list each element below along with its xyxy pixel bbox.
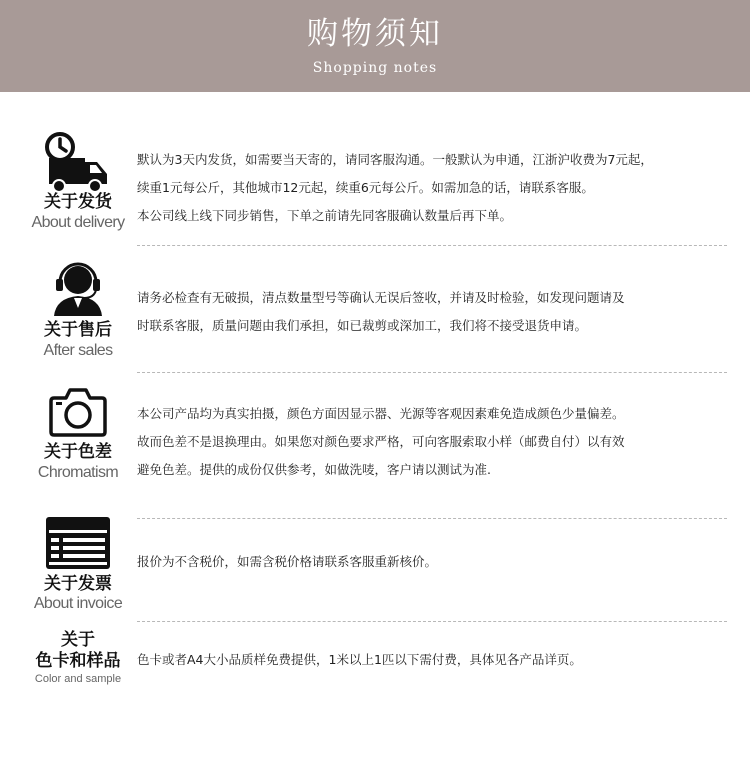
delivery-text-line: 默认为3天内发货，如需要当天寄的，请同客服沟通。一般默认为申通，江浙沪收费为7元起， <box>137 152 653 167</box>
section-color-sample <box>0 628 750 688</box>
color-sample-text <box>137 646 730 674</box>
color-sample-text-line: 色卡或者A4大小品质样免费提供，1米以上1匹以下需付费，具体见各产品详页。 <box>137 652 582 667</box>
invoice-title-en: About invoice <box>33 595 123 612</box>
page-header <box>0 0 750 92</box>
after-sales-text <box>137 284 730 340</box>
after-sales-title-en: After sales <box>43 342 113 359</box>
invoice-title-cn: 关于发票 <box>44 574 112 594</box>
page-title: 购物须知 <box>307 16 443 52</box>
chromatism-text-line: 避免色差。提供的成份仅供参考，如做洗唛，客户请以测试为准. <box>137 462 491 477</box>
color-sample-title-en: Color and sample <box>34 673 122 685</box>
chromatism-title-cn: 关于色差 <box>44 442 112 462</box>
invoice-label-block <box>28 514 128 614</box>
delivery-title-en: About delivery <box>31 214 125 231</box>
invoice-icon <box>45 516 111 570</box>
section-chromatism <box>0 384 750 494</box>
page-subtitle: Shopping notes <box>312 60 438 76</box>
delivery-text <box>137 146 730 230</box>
chromatism-label-block <box>28 384 128 484</box>
invoice-text-line: 报价为不含税价，如需含税价格请联系客服重新核价。 <box>137 554 438 569</box>
section-divider <box>137 245 727 246</box>
section-invoice <box>0 514 750 618</box>
after-sales-text-line: 时联系客服，质量问题由我们承担，如已裁剪或深加工，我们将不接受退货申请。 <box>137 318 588 333</box>
chromatism-text <box>137 400 730 484</box>
delivery-text-line: 续重1元每公斤，其他城市12元起，续重6元每公斤。如需加急的话，请联系客服。 <box>137 180 594 195</box>
section-divider <box>137 621 727 622</box>
after-sales-label-block <box>28 262 128 362</box>
color-sample-title-cn-line2: 色卡和样品 <box>35 651 121 671</box>
chromatism-text-line: 本公司产品均为真实拍摄，颜色方面因显示器、光源等客观因素难免造成颜色少量偏差。 <box>137 406 625 421</box>
customer-service-headset-icon <box>50 262 106 316</box>
section-divider <box>137 372 727 373</box>
after-sales-text-line: 请务必检查有无破损，清点数量型号等确认无误后签收，并请及时检验，如发现问题请及 <box>137 290 625 305</box>
section-delivery <box>0 128 750 248</box>
section-after-sales <box>0 262 750 372</box>
after-sales-title-cn: 关于售后 <box>44 320 112 340</box>
invoice-text <box>137 548 730 576</box>
chromatism-title-en: Chromatism <box>37 464 119 481</box>
camera-icon <box>48 386 108 438</box>
color-sample-title-cn-line1: 关于 <box>61 630 95 650</box>
delivery-text-line: 本公司线上线下同步销售，下单之前请先同客服确认数量后再下单。 <box>137 208 513 223</box>
color-sample-label-block <box>28 628 128 688</box>
chromatism-text-line: 故而色差不是退换理由。如果您对颜色要求严格，可向客服索取小样（邮费自付）以有效 <box>137 434 625 449</box>
delivery-truck-icon <box>45 132 111 192</box>
delivery-label-block <box>28 128 128 238</box>
delivery-title-cn: 关于发货 <box>44 192 112 212</box>
